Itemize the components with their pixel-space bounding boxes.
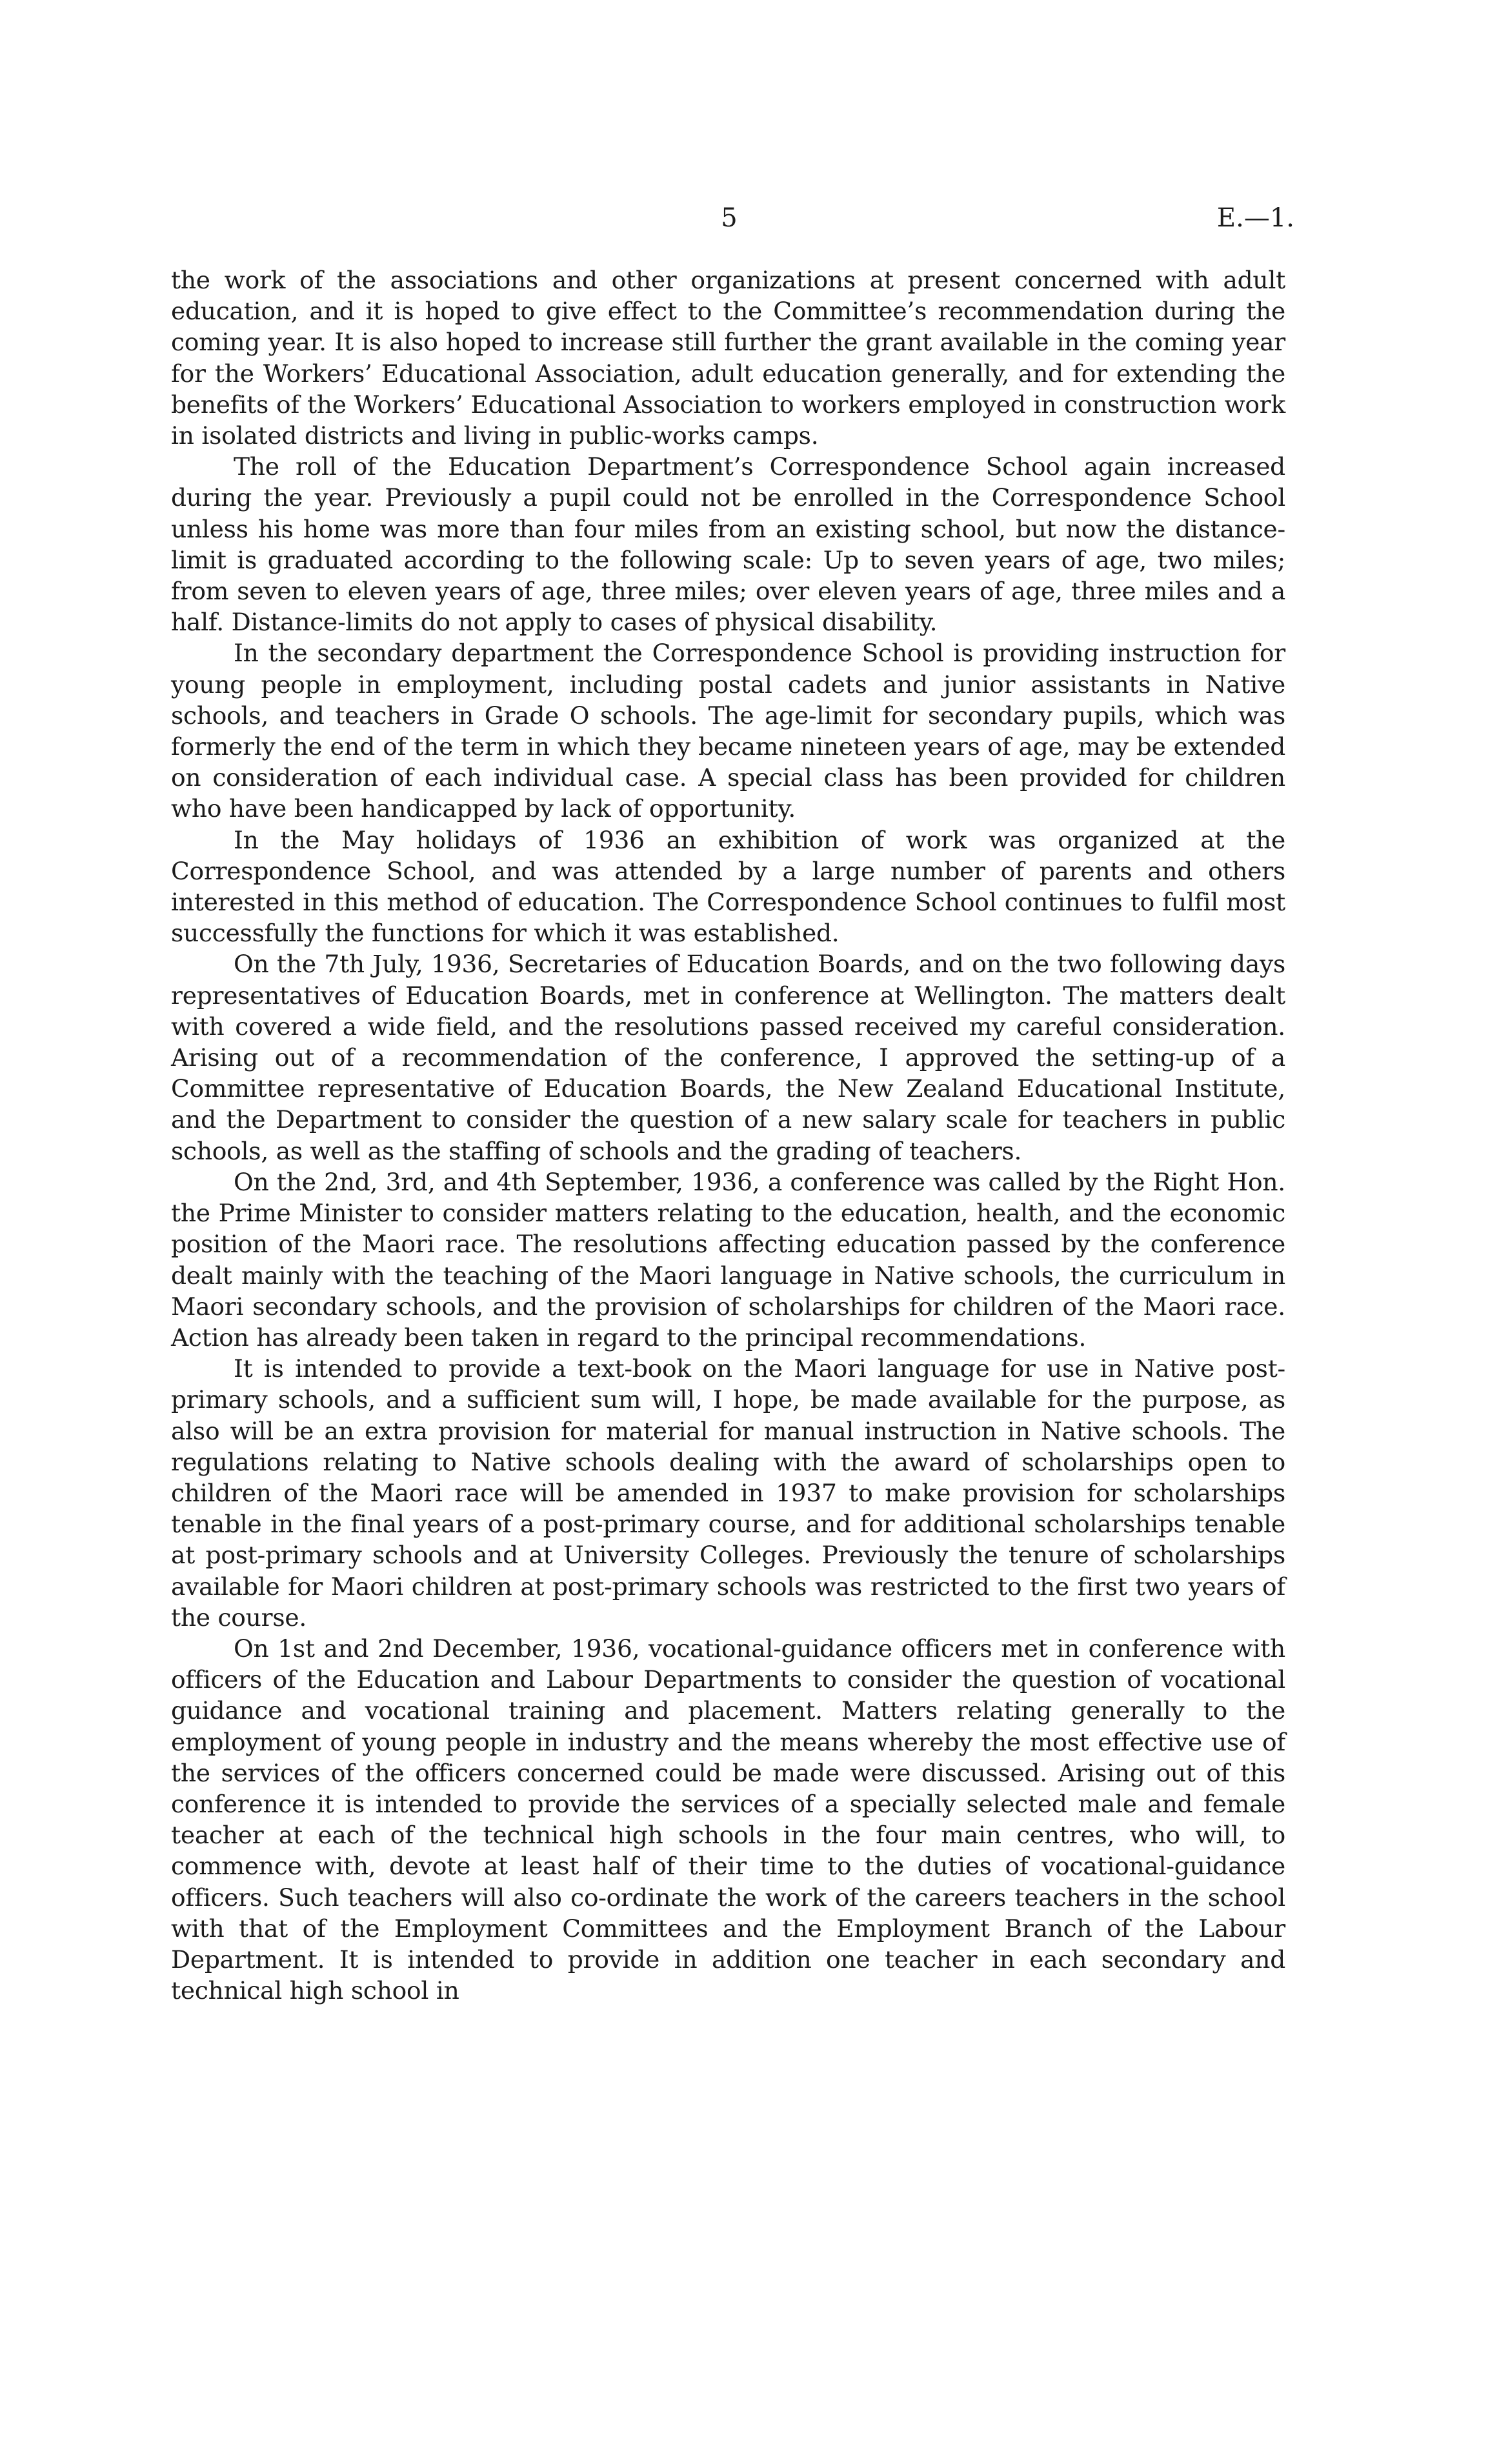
paragraph-correspondence-roll: The roll of the Education Department’s Correspondence School again increased during the year. Previously a pupil could not be enrolled in the Correspondence School unless his home was more than four miles from an existing school, but now the distance-limit is graduated according to the following scale: Up to seven years of age, two miles; from seven to eleven years of age, three miles; over eleven years of age, three miles and a half. Distance-limits do not apply to cases of physical disability. bbox=[171, 452, 1285, 637]
paragraph-may-exhibition: In the May holidays of 1936 an exhibition of work was organized at the Correspondence School, and was attended by a large number of parents and others interested in this method of education. The Correspondence School continues to fulfil most successfully the functions for which it was established. bbox=[171, 825, 1285, 948]
document-code: E.—1. bbox=[1216, 203, 1294, 233]
paragraph-secondary-department: In the secondary department the Correspondence School is providing instruction for young people in employment, including postal cadets and junior assistants in Native schools, and teachers in Grade O schools. The age-limit for secondary pupils, which was formerly the end of the term in which they became nineteen years of age, may be extended on consideration of each individual case. A special class has been provided for children who have been handicapped by lack of opportunity. bbox=[171, 639, 1285, 823]
paragraph-education-boards-conference: On the 7th July, 1936, Secretaries of Education Boards, and on the two following days representatives of Education Boards, met in conference at Wellington. The matters dealt with covered a wide field, and the resolutions passed received my careful consideration. Arising out of a recommendation of the conference, I approved the setting-up of a Committee representative of Education Boards, the New Zealand Educational Institute, and the Department to consider the question of a new salary scale for teachers in public schools, as well as the staffing of schools and the grading of teachers. bbox=[171, 950, 1285, 1165]
page-number: 5 bbox=[721, 203, 738, 233]
paragraph-maori-scholarships: It is intended to provide a text-book on the Maori language for use in Native post-primary schools, and a sufficient sum will, I hope, be made available for the purpose, as also will be an extra provision for material for manual instruction in Native schools. The regulations relating to Native schools dealing with the award of scholarships open to children of the Maori race will be amended in 1937 to make provision for scholarships tenable in the final years of a post-primary course, and for additional scholarships tenable at post-primary schools and at University Colleges. Previously the tenure of scholarships available for Maori children at post-primary schools was restricted to the first two years of the course. bbox=[171, 1354, 1285, 1632]
paragraph-maori-conference: On the 2nd, 3rd, and 4th September, 1936, a conference was called by the Right Hon. the Prime Minister to consider matters relating to the education, health, and the economic position of the Maori race. The resolutions affecting education passed by the conference dealt mainly with the teaching of the Maori language in Native schools, the curriculum in Maori secondary schools, and the provision of scholarships for children of the Maori race. Action has already been taken in regard to the principal recommendations. bbox=[171, 1167, 1285, 1352]
paragraph-adult-education: the work of the associations and other organizations at present concerned with adult education, and it is hoped to give effect to the Committee’s recommendation during the coming year. It is also hoped to increase still further the grant available in the coming year for the Workers’ Educational Association, adult education generally, and for extending the benefits of the Workers’ Educational Association to workers employed in construction work in isolated districts and living in public-works camps. bbox=[171, 266, 1285, 450]
paragraph-vocational-guidance: On 1st and 2nd December, 1936, vocational-guidance officers met in conference with officers of the Education and Labour Departments to consider the question of vocational guidance and vocational training and placement. Matters relating generally to the employment of young people in industry and the means whereby the most effective use of the services of the officers concerned could be made were discussed. Arising out of this conference it is intended to provide the services of a specially selected male and female teacher at each of the technical high schools in the four main centres, who will, to commence with, devote at least half of their time to the duties of vocational-guidance officers. Such teachers will also co-ordinate the work of the careers teachers in the school with that of the Employment Committees and the Employment Branch of the Labour Department. It is intended to provide in addition one teacher in each secondary and technical high school in bbox=[171, 1634, 1285, 2005]
body-text bbox=[171, 265, 1285, 2006]
